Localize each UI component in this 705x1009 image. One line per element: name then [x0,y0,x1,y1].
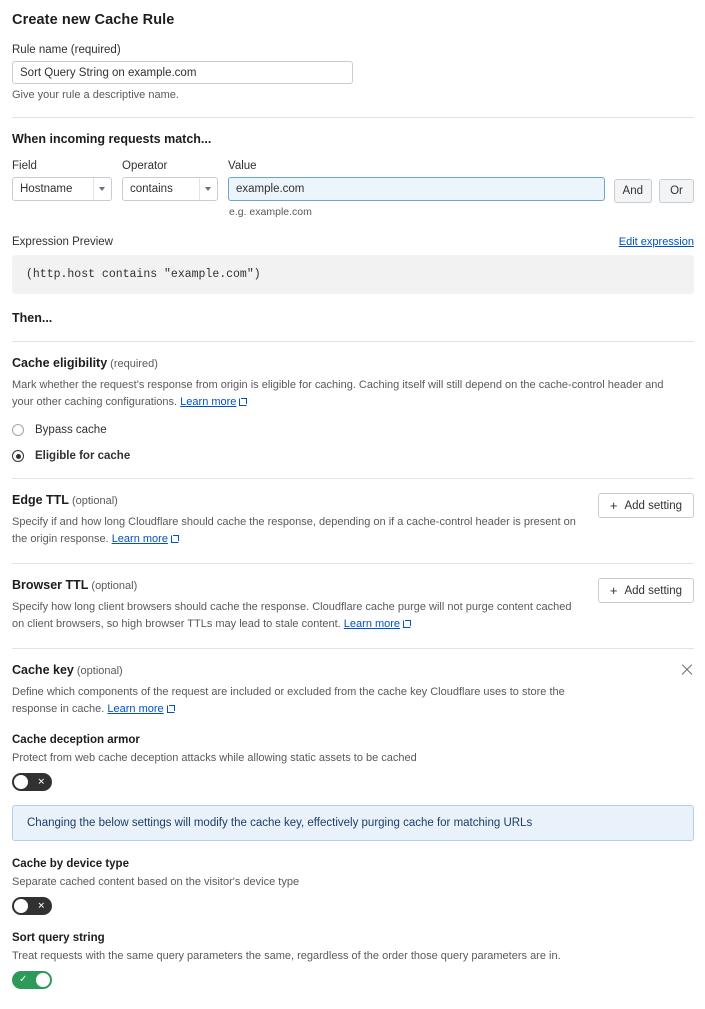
chevron-down-icon [205,187,211,191]
radio-eligible-for-cache-label: Eligible for cache [35,450,131,462]
cache-eligibility-section [12,356,694,462]
field-column [12,160,112,201]
browser-ttl-section [12,578,694,632]
value-label: Value [228,160,257,172]
external-link-icon [171,535,179,543]
divider [12,563,694,564]
cache-key-header [12,663,694,717]
divider [12,478,694,479]
expression-preview-box: (http.host contains "example.com") [12,255,694,294]
field-select-divider [93,178,94,200]
operator-select-value: contains [130,183,173,195]
toggle-knob [36,973,50,987]
browser-ttl-text [12,578,577,632]
edge-ttl-title-text: Edge TTL [12,493,69,507]
cache-eligibility-description-text: Mark whether the request's response from origin is eligible for caching. Caching itself will still depend on the cache-control header and your other caching configurations. [12,379,664,408]
browser-ttl-add-setting-label: Add setting [624,584,682,597]
cache-eligibility-title-text: Cache eligibility [12,356,108,370]
browser-ttl-learn-more-link[interactable]: Learn more [343,617,401,630]
rule-name-group [12,44,694,101]
browser-ttl-add-setting-button[interactable] [598,578,694,603]
operator-select[interactable] [122,177,218,201]
match-row [12,160,694,218]
toggle-knob [14,899,28,913]
cache-by-device-type-title: Cache by device type [12,858,129,870]
radio-eligible-for-cache[interactable] [12,450,694,462]
rule-name-label: Rule name (required) [12,44,121,56]
field-label: Field [12,160,37,172]
browser-ttl-description [12,599,577,632]
cache-key-notice: Changing the below settings will modify the cache key, effectively purging cache for matching URLs [12,805,694,841]
external-link-icon [167,705,175,713]
cache-eligibility-description [12,377,684,410]
close-icon[interactable] [680,663,694,677]
browser-ttl-title-text: Browser TTL [12,578,89,592]
edge-ttl-title [12,493,577,507]
value-hint: e.g. example.com [229,206,312,218]
operator-column [122,160,218,201]
cache-eligibility-title [12,356,694,370]
match-buttons [614,160,694,203]
cache-key-section [12,663,694,989]
edge-ttl-text [12,493,577,547]
radio-icon [12,424,24,436]
cache-key-qualifier: (optional) [76,665,123,677]
sort-query-string-description: Treat requests with the same query parameters the same, regardless of the order those query parameters are in. [12,950,561,962]
cache-by-device-type-description: Separate cached content based on the visitor's device type [12,876,300,888]
value-input[interactable] [228,177,605,201]
cache-key-description [12,684,577,717]
external-link-icon [239,398,247,406]
external-link-icon [403,620,411,628]
and-button[interactable]: And [614,179,652,203]
toggle-on-mark: ✓ [19,974,28,985]
edge-ttl-learn-more-link[interactable]: Learn more [111,532,168,545]
expression-preview-label: Expression Preview [12,236,113,248]
cache-key-title-text: Cache key [12,663,74,677]
cache-eligibility-qualifier: (required) [110,358,158,370]
divider [12,341,694,342]
page-title: Create new Cache Rule [12,12,175,28]
toggle-off-mark: ✕ [37,776,45,787]
toggle-knob [14,775,28,789]
expression-header [12,236,694,248]
edge-ttl-add-setting-label: Add setting [624,499,682,512]
edit-expression-link[interactable]: Edit expression [618,236,694,248]
cache-by-device-type-toggle[interactable] [12,897,52,915]
divider [12,117,694,118]
cache-key-description-text: Define which components of the request are included or excluded from the cache key Cloudflare uses to store the response in cache. [12,686,565,715]
divider [12,648,694,649]
field-select[interactable] [12,177,112,201]
chevron-down-icon [99,187,105,191]
browser-ttl-qualifier: (optional) [91,580,138,592]
cache-key-text [12,663,577,717]
match-section-heading: When incoming requests match... [12,132,212,146]
radio-selected-icon [12,450,24,462]
rule-name-help: Give your rule a descriptive name. [12,89,179,101]
edge-ttl-description [12,514,577,547]
edge-ttl-section [12,493,694,547]
browser-ttl-description-text: Specify how long client browsers should cache the response. Cloudflare cache purge will not purge content cached on client browsers, so high browser TTLs may lead to stale content. [12,601,572,630]
plus-icon: + [609,583,618,598]
operator-select-divider [199,178,200,200]
cache-key-learn-more-link[interactable]: Learn more [107,702,164,715]
cache-deception-armor-toggle[interactable] [12,773,52,791]
rule-name-input[interactable] [12,61,353,84]
radio-bypass-cache[interactable] [12,424,694,436]
value-column [228,160,605,218]
cache-key-title [12,663,577,677]
edge-ttl-add-setting-button[interactable] [598,493,694,518]
sort-query-string-title: Sort query string [12,932,105,944]
plus-icon: + [609,498,618,513]
field-select-value: Hostname [20,183,73,195]
cache-eligibility-learn-more-link[interactable]: Learn more [180,395,237,408]
sort-query-string-toggle[interactable] [12,971,52,989]
radio-bypass-cache-label: Bypass cache [35,424,107,436]
cache-deception-armor-description: Protect from web cache deception attacks while allowing static assets to be cached [12,752,417,764]
or-button[interactable]: Or [659,179,694,203]
edge-ttl-qualifier: (optional) [71,495,118,507]
browser-ttl-title [12,578,577,592]
edge-ttl-description-text: Specify if and how long Cloudflare should cache the response, depending on if a cache-control header is present on the origin response. [12,516,576,545]
then-heading: Then... [12,311,53,325]
toggle-off-mark: ✕ [37,900,45,911]
cache-deception-armor-title: Cache deception armor [12,734,140,746]
operator-label: Operator [122,160,168,172]
